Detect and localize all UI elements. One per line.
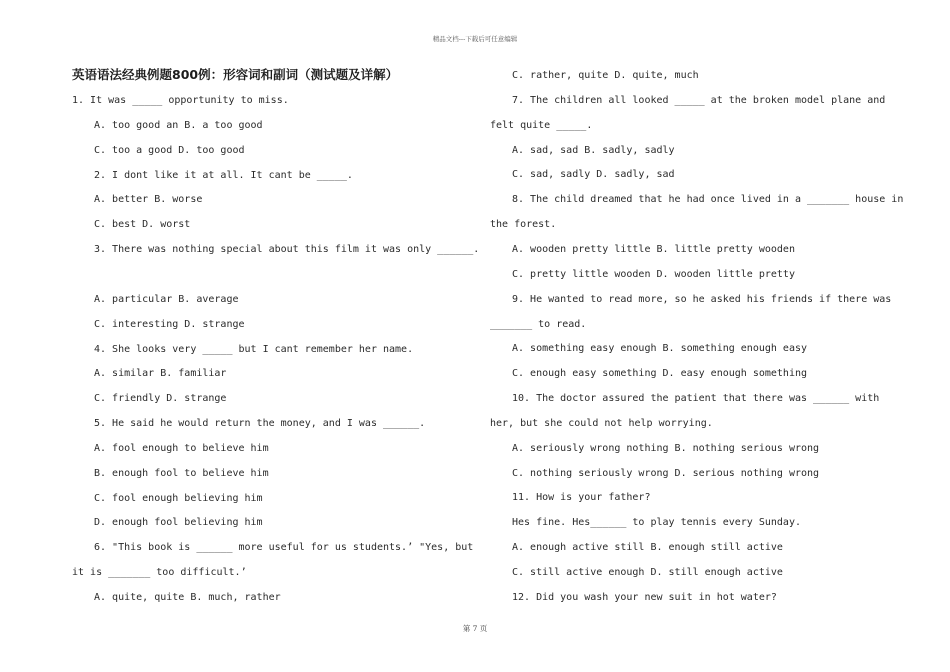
text-line: C. friendly D. strange (94, 393, 227, 405)
text-line: the forest. (490, 219, 557, 231)
text-line: C. fool enough believing him (94, 492, 263, 504)
text-line: C. sad, sadly D. sadly, sad (512, 169, 675, 181)
text-line: C. best D. worst (94, 219, 191, 231)
text-line: 4. She looks very _____ but I cant remember her name. (94, 343, 414, 355)
text-line: A. better B. worse (94, 194, 203, 206)
text-line: 3. There was nothing special about this film it was only ______. (94, 244, 480, 256)
text-line: C. nothing seriously wrong D. serious nothing wrong (512, 467, 820, 479)
text-line: C. too a good D. too good (94, 144, 245, 156)
page-number: 第 7 页 (462, 624, 488, 633)
text-line: A. seriously wrong nothing B. nothing serious wrong (512, 442, 820, 454)
text-line: 8. The child dreamed that he had once lived in a _______ house in (512, 194, 904, 206)
text-line: C. pretty little wooden D. wooden little pretty (512, 268, 795, 280)
text-line: A. fool enough to believe him (94, 442, 269, 454)
text-line: C. enough easy something D. easy enough something (512, 368, 808, 380)
text-line: A. sad, sad B. sadly, sadly (512, 144, 675, 156)
text-line: 6. "This book is ______ more useful for us students.’ "Yes, but (94, 542, 474, 554)
text-line: 5. He said he would return the money, and I was ______. (94, 418, 426, 430)
text-line: her, but she could not help worrying. (490, 417, 713, 429)
text-line: A. quite, quite B. much, rather (94, 592, 281, 603)
text-line: _______ to read. (490, 318, 587, 330)
text-line: A. something easy enough B. something enough easy (512, 343, 808, 355)
text-line: Hes fine. Hes______ to play tennis every Sunday. (512, 517, 801, 529)
text-line: 9. He wanted to read more, so he asked his friends if there was (512, 293, 892, 305)
text-line: C. interesting D. strange (94, 318, 245, 330)
text-line: 2. I dont like it at all. It cant be _____. (94, 169, 353, 181)
text-line: A. particular B. average (94, 293, 239, 305)
text-line: D. enough fool believing him (94, 517, 263, 529)
text-line: 1. It was _____ opportunity to miss. (72, 95, 289, 106)
text-line: C. still active enough D. still enough active (512, 567, 783, 578)
text-line: it is _______ too difficult.’ (72, 567, 247, 579)
text-line: 11. How is your father? (512, 492, 651, 504)
text-line: 7. The children all looked _____ at the broken model plane and (512, 94, 886, 106)
text-line: A. wooden pretty little B. little pretty wooden (512, 243, 795, 255)
text-line: A. similar B. familiar (94, 368, 227, 380)
page-header-note: 精品文档---下载后可任意编辑 (432, 35, 518, 43)
text-line: A. too good an B. a too good (94, 119, 263, 131)
text-line: 12. Did you wash your new suit in hot water? (512, 591, 777, 603)
text-line: B. enough fool to believe him (94, 467, 269, 479)
document-title: 英语语法经典例题800例：形容词和副词（测试题及详解） (72, 67, 399, 82)
text-line: 10. The doctor assured the patient that there was ______ with (512, 393, 880, 405)
text-line: C. rather, quite D. quite, much (512, 70, 699, 81)
text-line: A. enough active still B. enough still active (512, 542, 783, 554)
text-line: felt quite _____. (490, 119, 593, 131)
